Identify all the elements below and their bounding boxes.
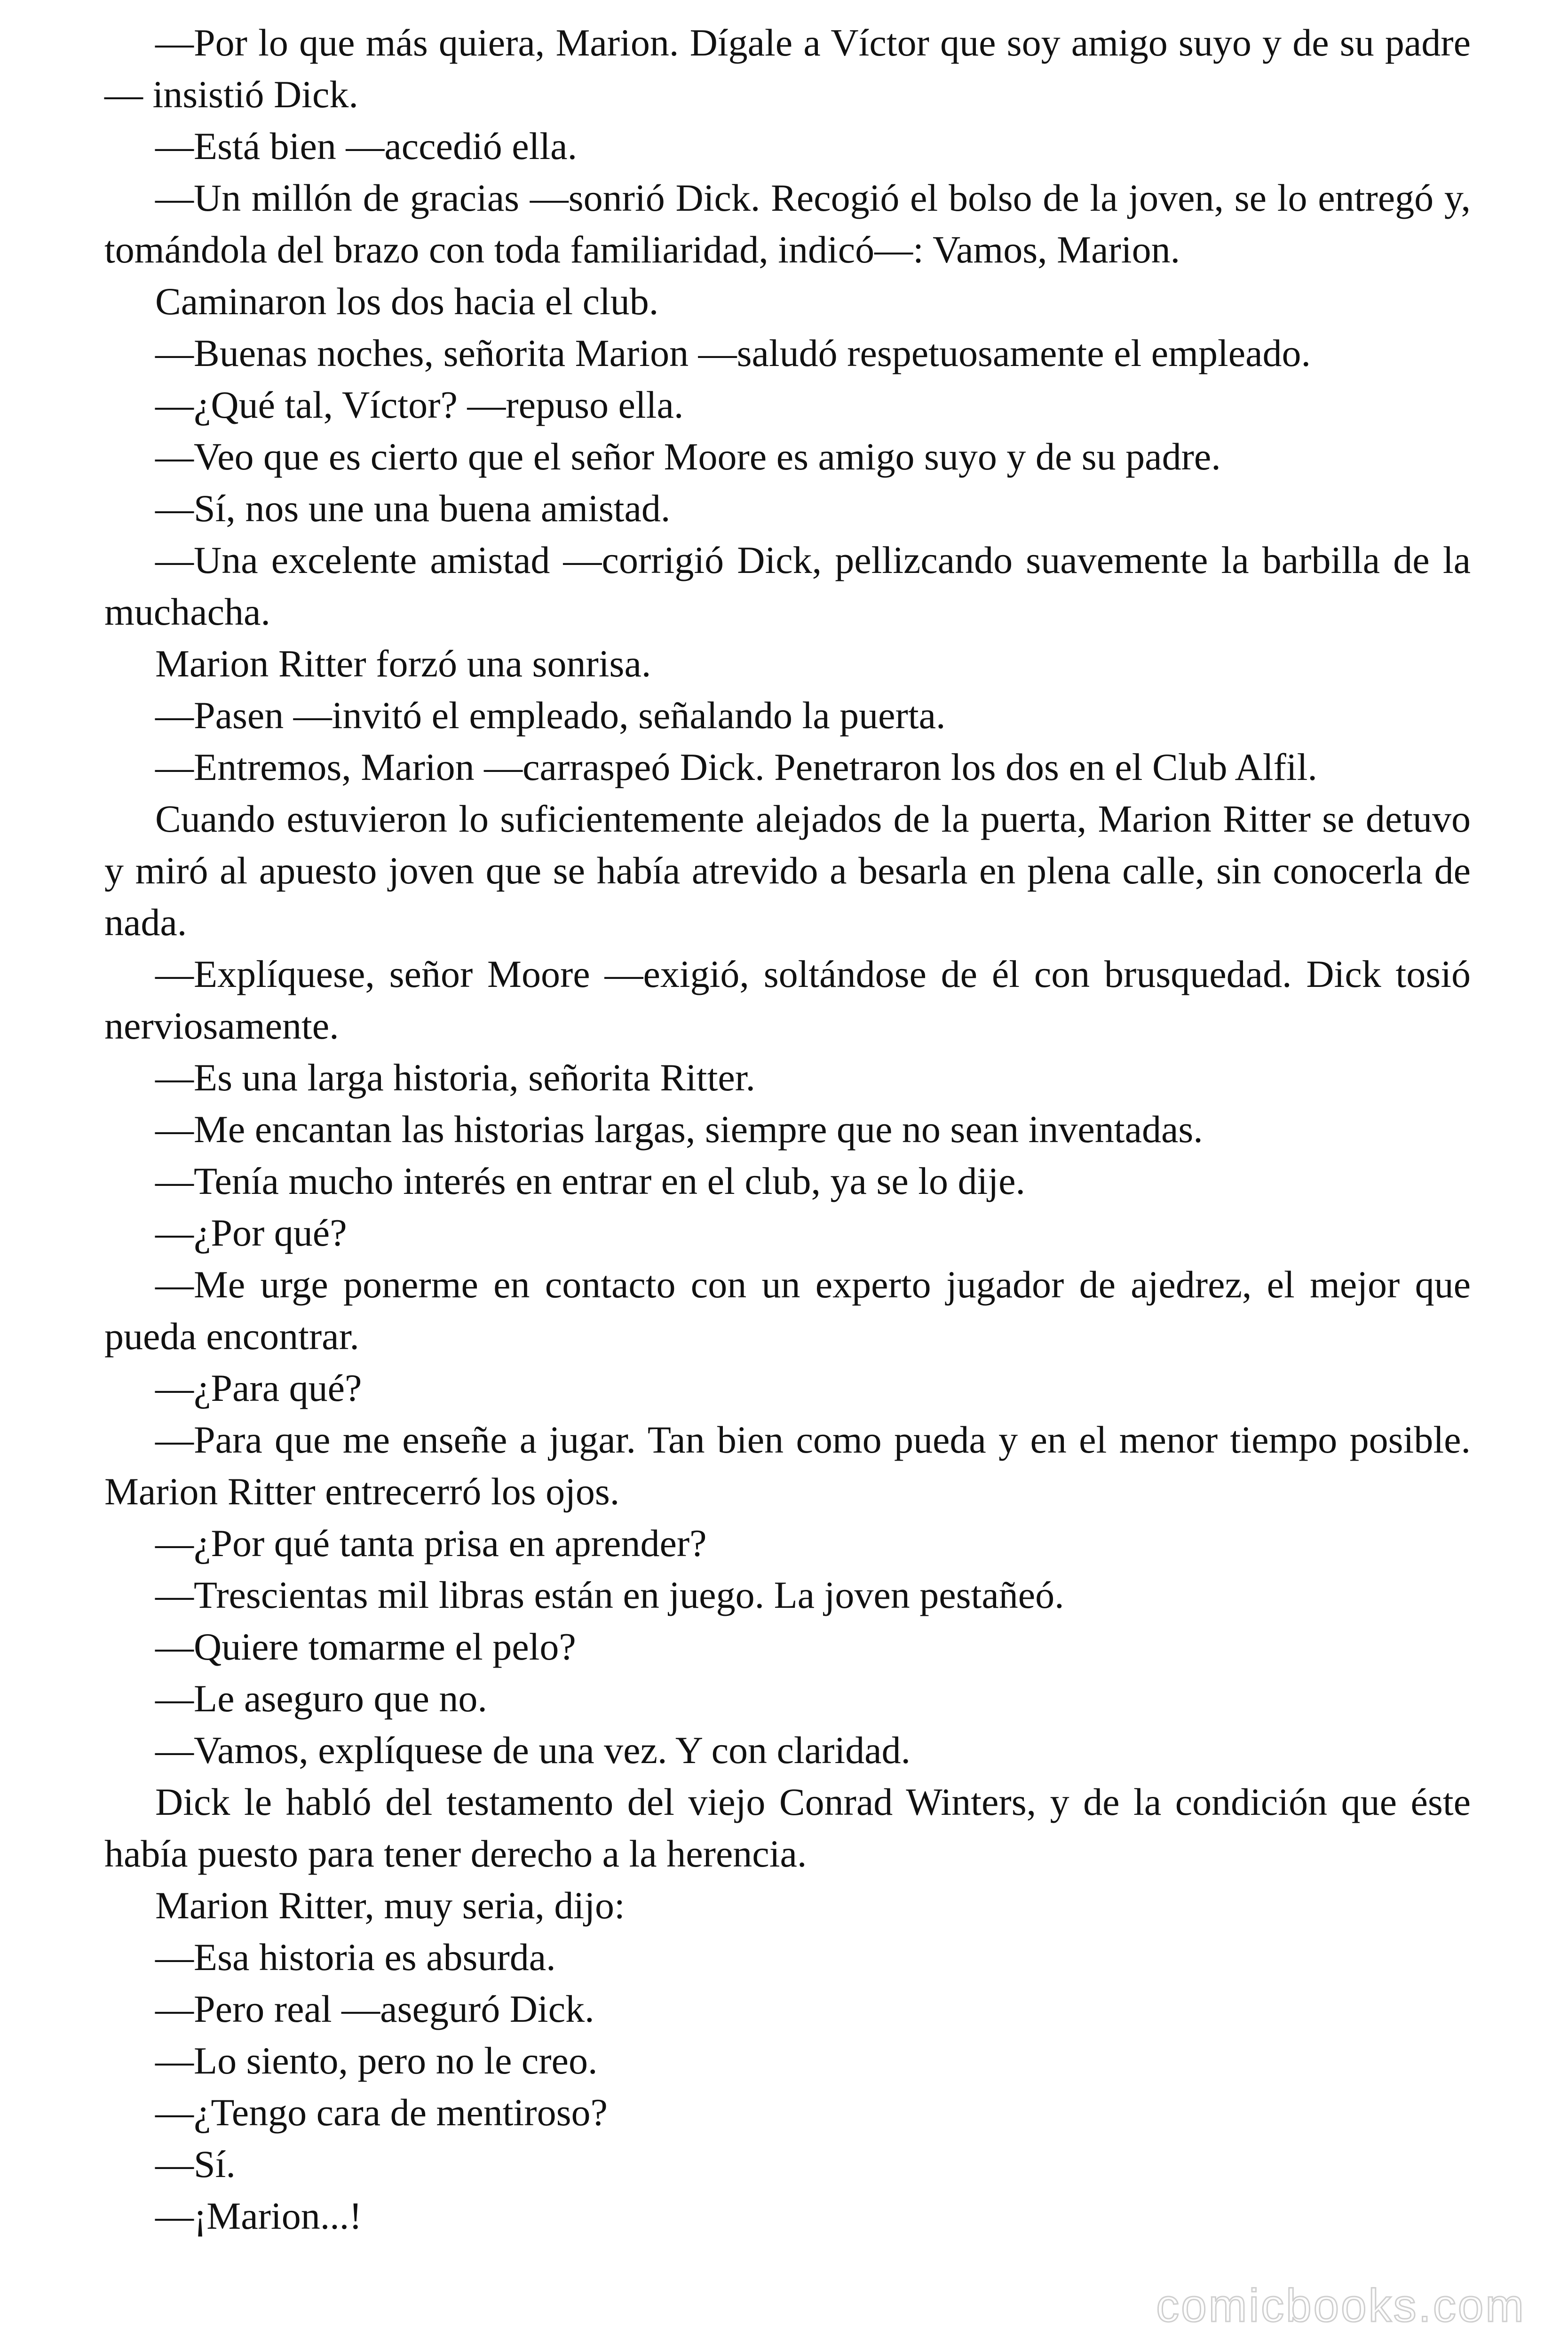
watermark: comicbooks.com <box>1156 2280 1526 2331</box>
paragraph: —Lo siento, pero no le creo. <box>155 2039 598 2082</box>
paragraph: —Trescientas mil libras están en juego. La joven pestañeó. <box>155 1573 1064 1616</box>
paragraph: Marion Ritter forzó una sonrisa. <box>155 642 651 685</box>
paragraph: —¿Qué tal, Víctor? —repuso ella. <box>155 383 684 426</box>
paragraph: —Un millón de gracias —sonrió Dick. Recogió el bolso de la joven, se lo entregó y, tomándola del brazo con toda familiaridad, indicó—: Vamos, Marion. <box>104 176 1471 271</box>
paragraph: Cuando estuvieron lo suficientemente alejados de la puerta, Marion Ritter se detuvo y miró al apuesto joven que se había atrevido a besarla en plena calle, sin conocerla de nada. <box>104 797 1471 944</box>
paragraph: Marion Ritter, muy seria, dijo: <box>155 1884 625 1927</box>
paragraph: —Veo que es cierto que el señor Moore es amigo suyo y de su padre. <box>155 435 1221 478</box>
paragraph: —Para que me enseñe a jugar. Tan bien como pueda y en el menor tiempo posible. Marion Ritter entrecerró los ojos. <box>104 1418 1471 1513</box>
paragraph: —Buenas noches, señorita Marion —saludó respetuosamente el empleado. <box>155 332 1311 374</box>
paragraph: —¡Marion...! <box>155 2194 362 2237</box>
paragraph: —Está bien —accedió ella. <box>155 125 578 167</box>
paragraph: —Es una larga historia, señorita Ritter. <box>155 1056 756 1099</box>
paragraph: —Me urge ponerme en contacto con un experto jugador de ajedrez, el mejor que pueda encontrar. <box>104 1263 1471 1358</box>
paragraph: —Me encantan las historias largas, siempre que no sean inventadas. <box>155 1108 1203 1151</box>
paragraph: —Vamos, explíquese de una vez. Y con claridad. <box>155 1729 911 1772</box>
paragraph: —Sí, nos une una buena amistad. <box>155 487 671 530</box>
paragraph: Dick le habló del testamento del viejo Conrad Winters, y de la condición que éste había puesto para tener derecho a la herencia. <box>104 1780 1471 1875</box>
paragraph: —Tenía mucho interés en entrar en el club, ya se lo dije. <box>155 1160 1025 1202</box>
paragraph: —¿Para qué? <box>155 1367 362 1409</box>
paragraph: —Una excelente amistad —corrigió Dick, pellizcando suavemente la barbilla de la muchacha. <box>104 539 1471 633</box>
paragraph: —Esa historia es absurda. <box>155 1936 556 1979</box>
paragraph: —Pero real —aseguró Dick. <box>155 1987 594 2030</box>
paragraph: —Quiere tomarme el pelo? <box>155 1625 576 1668</box>
paragraph: —¿Por qué tanta prisa en aprender? <box>155 1522 707 1565</box>
paragraph: Caminaron los dos hacia el club. <box>155 280 659 323</box>
paragraph: —Sí. <box>155 2143 236 2185</box>
paragraph: —Le aseguro que no. <box>155 1677 487 1720</box>
paragraph: —Explíquese, señor Moore —exigió, soltándose de él con brusquedad. Dick tosió nerviosamente. <box>104 953 1471 1047</box>
paragraph: —¿Tengo cara de mentiroso? <box>155 2091 608 2134</box>
paragraph: —Por lo que más quiera, Marion. Dígale a Víctor que soy amigo suyo y de su padre — insistió Dick. <box>104 21 1471 116</box>
book-page <box>104 17 1471 2312</box>
paragraph: —Pasen —invitó el empleado, señalando la puerta. <box>155 694 946 737</box>
paragraph: —¿Por qué? <box>155 1211 347 1254</box>
paragraph: —Entremos, Marion —carraspeó Dick. Penetraron los dos en el Club Alfil. <box>155 746 1317 788</box>
